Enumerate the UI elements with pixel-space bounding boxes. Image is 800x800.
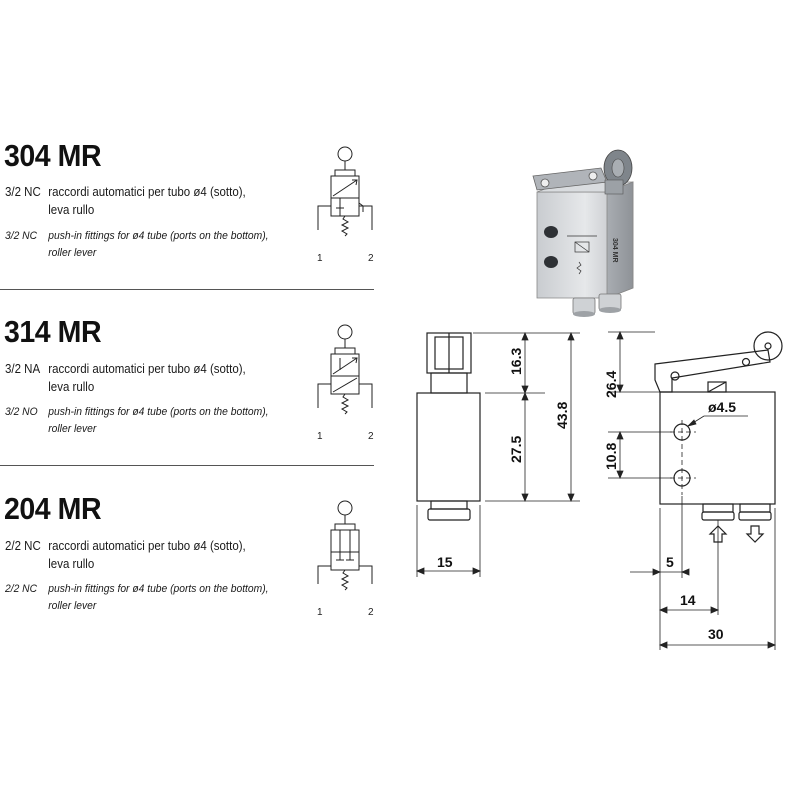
desc-it-line1: [5, 538, 246, 554]
it-valve-code: 3/2 NC: [5, 185, 41, 199]
arrow-down-icon: [747, 526, 763, 542]
it-valve-code: 3/2 NA: [5, 362, 41, 376]
dim-26-4: 26.4: [603, 370, 619, 398]
it-description-2: leva rullo: [48, 203, 95, 217]
section-divider: [0, 465, 374, 466]
it-description-2: leva rullo: [48, 557, 95, 571]
pneumatic-symbol-204mr: [312, 494, 382, 622]
dim-30: 30: [708, 626, 724, 642]
it-description: raccordi automatici per tubo ø4 (sotto),: [48, 362, 246, 376]
desc-en-line1: [5, 405, 268, 420]
desc-it-line2: [5, 379, 94, 395]
desc-en-line2: [5, 246, 96, 261]
en-description: push-in fittings for ø4 tube (ports on the bottom),: [48, 406, 269, 418]
section-divider: [0, 289, 374, 290]
roller-icon: [338, 501, 352, 515]
desc-it-line1: [5, 184, 246, 200]
port-label-2: 2: [368, 253, 374, 264]
desc-it-line2: [5, 202, 94, 218]
port-label-2: 2: [368, 607, 374, 618]
it-valve-code: 2/2 NC: [5, 539, 41, 553]
en-valve-code: 2/2 NC: [5, 583, 38, 595]
front-roller: [754, 332, 782, 360]
port-label-1: 1: [317, 253, 323, 264]
it-description-2: leva rullo: [48, 380, 95, 394]
port-label-2: 2: [368, 431, 374, 442]
dim-10-8: 10.8: [603, 442, 619, 470]
pneumatic-symbol-314mr: [312, 318, 382, 446]
en-valve-code: 3/2 NO: [5, 406, 38, 418]
en-description: push-in fittings for ø4 tube (ports on the bottom),: [48, 583, 269, 595]
model-title-314mr: 314 MR: [4, 314, 102, 349]
dim-15: 15: [437, 554, 453, 570]
dim-hole-diameter: ø4.5: [708, 399, 737, 415]
desc-it-line2: [5, 556, 94, 572]
desc-it-line1: [5, 361, 246, 377]
dim-43-8: 43.8: [554, 401, 570, 429]
dim-5: 5: [666, 554, 674, 570]
front-lever: [655, 350, 770, 392]
desc-en-line1: [5, 229, 268, 244]
desc-en-line2: [5, 599, 96, 614]
pneumatic-symbol-304mr: [312, 140, 382, 268]
port-label-1: 1: [317, 607, 323, 618]
dim-14: 14: [680, 592, 696, 608]
dim-27-5: 27.5: [508, 435, 524, 463]
side-view-drawing: [405, 325, 600, 585]
dim-16-3: 16.3: [508, 347, 524, 375]
en-description-2: roller lever: [48, 423, 97, 435]
en-description-2: roller lever: [48, 247, 97, 259]
photo-model-label: 304 MR: [611, 238, 618, 263]
en-valve-code: 3/2 NC: [5, 230, 38, 242]
front-view-drawing: [600, 320, 795, 655]
product-photo: [515, 138, 670, 323]
roller-icon: [338, 147, 352, 161]
desc-en-line2: [5, 422, 96, 437]
side-body: [417, 393, 480, 501]
model-title-204mr: 204 MR: [4, 491, 102, 526]
desc-en-line1: [5, 582, 268, 597]
model-title-304mr: 304 MR: [4, 138, 102, 173]
it-description: raccordi automatici per tubo ø4 (sotto),: [48, 185, 246, 199]
roller-icon: [338, 325, 352, 339]
it-description: raccordi automatici per tubo ø4 (sotto),: [48, 539, 246, 553]
port-label-1: 1: [317, 431, 323, 442]
en-description-2: roller lever: [48, 600, 97, 612]
en-description: push-in fittings for ø4 tube (ports on the bottom),: [48, 230, 269, 242]
